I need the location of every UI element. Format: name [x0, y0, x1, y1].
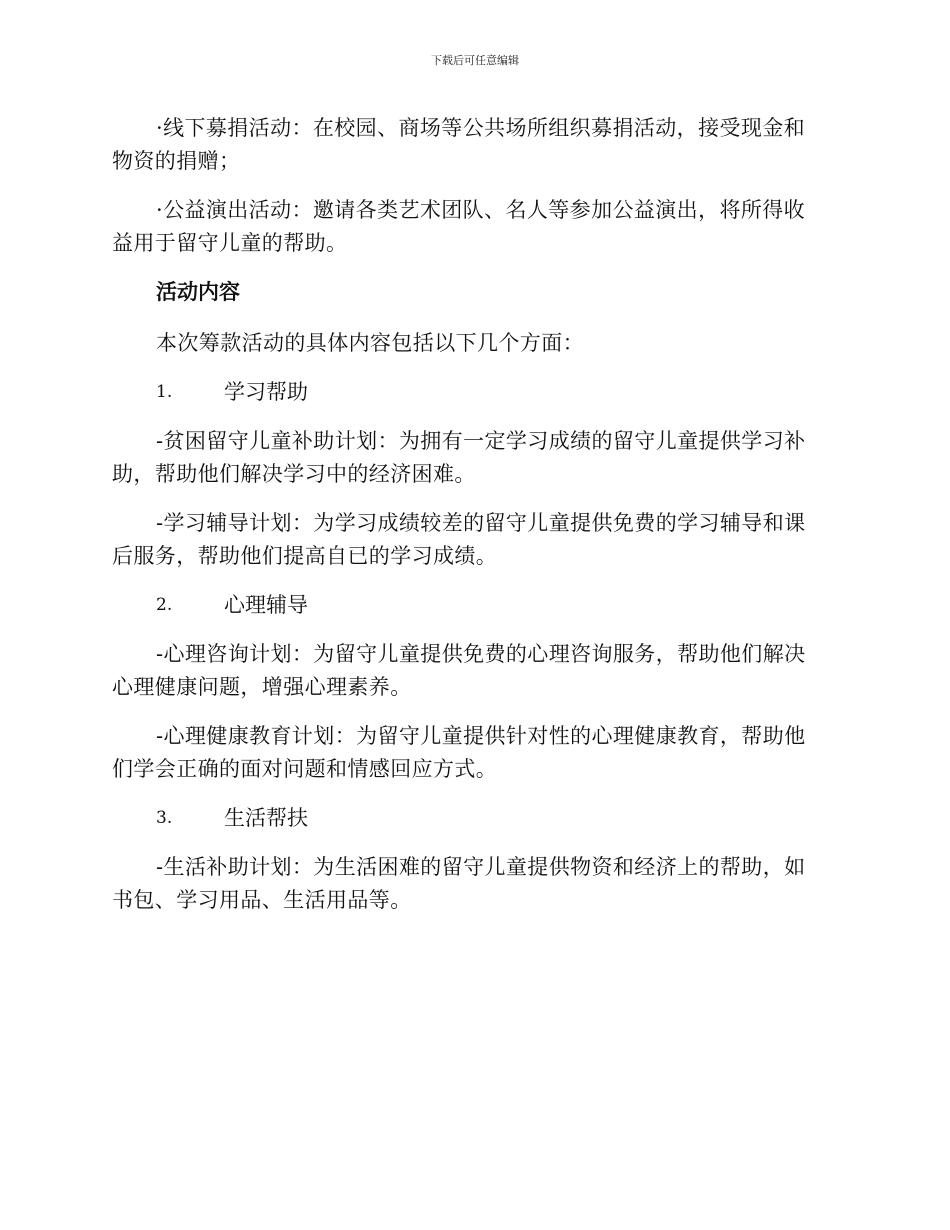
paragraph-intro: 本次筹款活动的具体内容包括以下几个方面： — [156, 331, 584, 355]
paragraph-charity-performance: ·公益演出活动：邀请各类艺术团队、名人等参加公益演出，将所得收益用于留守儿童的帮助。 — [112, 198, 806, 255]
list-item-1 — [112, 376, 822, 409]
paragraph-tutoring-plan: -学习辅导计划：为学习成绩较差的留守儿童提供免费的学习辅导和课后服务，帮助他们提高自已的学习成绩。 — [112, 511, 806, 568]
list-label: 学习帮助 — [224, 380, 308, 404]
paragraph-offline-fundraising: ·线下募捐活动：在校园、商场等公共场所组织募捐活动，接受现金和物资的捐赠； — [112, 116, 806, 173]
page-header: 下载后可任意编辑 — [431, 54, 519, 67]
list-item-3 — [112, 802, 822, 835]
list-number: 3. — [156, 808, 173, 828]
list-number: 2. — [156, 595, 173, 615]
paragraph-counseling-plan: -心理咨询计划：为留守儿童提供免费的心理咨询服务，帮助他们解决心理健康问题，增强心理素养。 — [112, 642, 806, 699]
list-label: 生活帮扶 — [224, 806, 308, 830]
paragraph-subsidy-plan: -贫困留守儿童补助计划：为拥有一定学习成绩的留守儿童提供学习补助，帮助他们解决学习中的经济困难。 — [112, 429, 806, 486]
list-number: 1. — [156, 382, 173, 402]
section-heading: 活动内容 — [156, 280, 240, 304]
list-item-2 — [112, 589, 822, 622]
paragraph-living-subsidy-plan: -生活补助计划：为生活困难的留守儿童提供物资和经济上的帮助，如书包、学习用品、生活用品等。 — [112, 855, 806, 912]
document-body — [112, 112, 822, 933]
paragraph-mental-health-plan: -心理健康教育计划：为留守儿童提供针对性的心理健康教育，帮助他们学会正确的面对问题和情感回应方式。 — [112, 724, 806, 781]
list-label: 心理辅导 — [224, 593, 308, 617]
